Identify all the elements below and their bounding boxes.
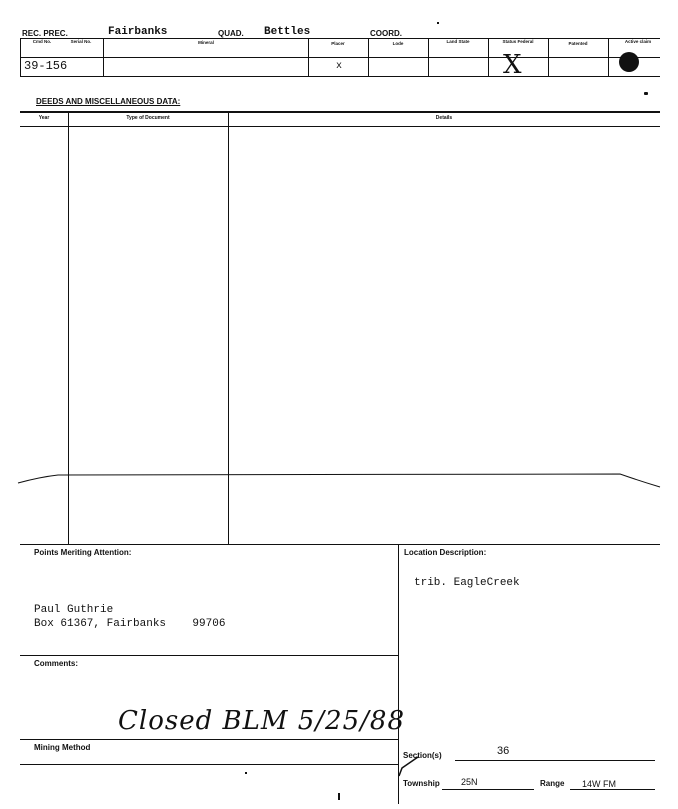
township-label: Township (403, 779, 440, 788)
col-sep (20, 38, 21, 76)
comments-rule-top (20, 655, 398, 656)
scan-fold-line (0, 465, 678, 495)
cmd-no-value: 39-156 (24, 59, 68, 73)
active-filled-dot (619, 52, 639, 72)
deeds-title: DEEDS AND MISCELLANEOUS DATA: (36, 97, 181, 106)
deeds-rule-top (20, 111, 660, 113)
deeds-rule-bottom (20, 544, 660, 545)
col-placer: Placer (331, 41, 345, 46)
section-underline (455, 760, 655, 761)
rec-prec-label: REC. PREC. (22, 29, 68, 38)
col-details: Details (435, 115, 453, 121)
township-underline (442, 789, 534, 790)
deeds-rule-header (20, 126, 660, 127)
col-year: Year (38, 115, 50, 121)
points-line2: Box 61367, Fairbanks 99706 (34, 618, 226, 630)
header-rule-top (20, 38, 660, 39)
col-cmd-no: Cmd No. (32, 39, 52, 44)
scan-speck (338, 793, 340, 800)
col-type-of-document: Type of Document (126, 115, 170, 121)
handwritten-check-mark (396, 754, 426, 780)
section-label: Section(s) (403, 751, 442, 760)
col-active: Active claim (624, 39, 652, 44)
col-status-federal: Status Federal (502, 39, 534, 44)
placer-mark: x (336, 61, 343, 72)
location-label: Location Description: (404, 548, 487, 557)
status-federal-mark: X (503, 50, 523, 80)
points-label: Points Meriting Attention: (34, 548, 132, 557)
range-value: 14W FM (582, 779, 617, 789)
mining-rule-top (20, 739, 398, 740)
col-sep (428, 38, 429, 76)
col-sep (608, 38, 609, 76)
col-land-state: Land State (446, 39, 470, 44)
scan-speck (644, 92, 648, 95)
scan-speck (437, 22, 439, 24)
section-value: 36 (497, 745, 510, 757)
col-lode: Lode (392, 41, 404, 46)
range-underline (570, 789, 655, 790)
col-mineral: Mineral (198, 40, 214, 45)
rec-prec-value: Fairbanks (108, 26, 168, 38)
comments-handwritten: Closed BLM 5/25/88 (118, 706, 405, 736)
scan-speck (245, 772, 247, 774)
header-rule-bottom (20, 76, 660, 77)
location-text: trib. EagleCreek (414, 577, 520, 589)
mining-method-label: Mining Method (34, 743, 91, 752)
points-line1: Paul Guthrie (34, 604, 114, 616)
header-rule-mid (20, 57, 660, 58)
quad-value: Bettles (264, 26, 311, 38)
coord-label: COORD. (370, 29, 402, 38)
col-patented: Patented (568, 41, 588, 46)
township-value: 25N (461, 777, 478, 787)
col-serial-no: Serial No. (70, 39, 92, 44)
quad-label: QUAD. (218, 29, 244, 38)
range-label: Range (540, 779, 565, 788)
mining-rule-bottom (20, 764, 398, 765)
col-sep (488, 38, 489, 76)
comments-label: Comments: (34, 659, 79, 668)
